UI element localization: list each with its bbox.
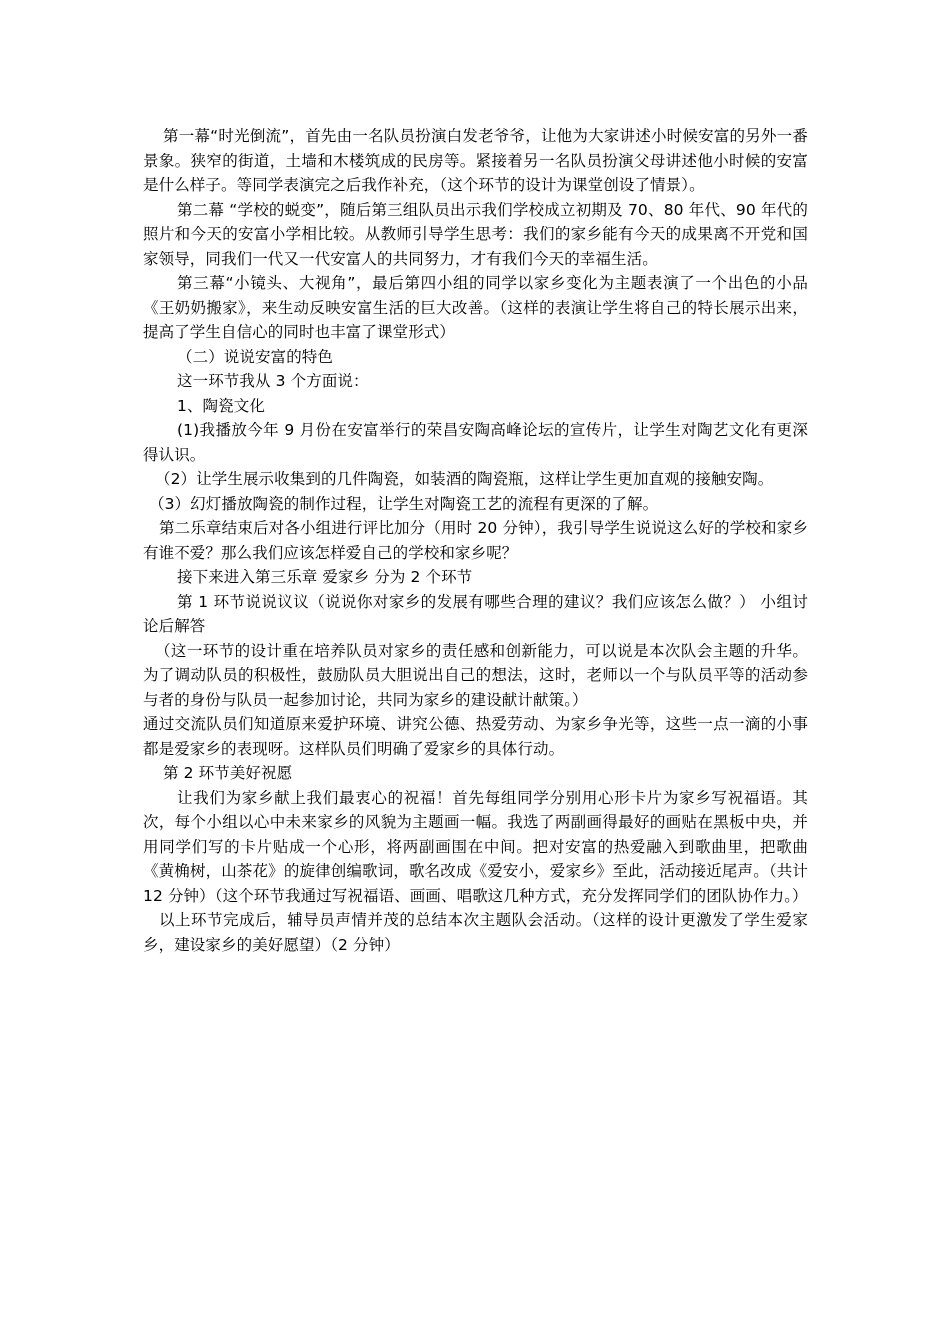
paragraph-second-movement-end: 第二乐章结束后对各小组进行评比加分（用时 20 分钟），我引导学生说说这么好的学校和家乡有谁不爱？那么我们应该怎样爱自己的学校和家乡呢？ <box>143 519 808 562</box>
list-item-1: (1)我播放今年 9 月份在安富举行的荣昌安陶高峰论坛的宣传片，让学生对陶艺文化有更深得认识。 <box>143 421 808 464</box>
paragraph-act-three: 第三幕“小镜头、大视角”，最后第四小组的同学以家乡变化为主题表演了一个出色的小品《王奶奶搬家》，来生动反映安富生活的巨大改善。（这样的表演让学生将自己的特长展示出来，提高了学生自信心的同时也丰富了课堂形式） <box>143 274 808 341</box>
list-item-3: （3）幻灯播放陶瓷的制作过程，让学生对陶瓷工艺的流程有更深的了解。 <box>149 494 659 513</box>
paragraph-act-two: 第二幕 “学校的蜕变”，随后第三组队员出示我们学校成立初期及 70、80 年代、90 年代的照片和今天的安富小学相比较。从教师引导学生思考：我们的家乡能有今天的成果离不开党和国家领导，同我们一代又一代安富人的共同努力，才有我们今天的幸福生活。 <box>143 200 808 268</box>
paragraph-link-one-note: （这一环节的设计重在培养队员对家乡的责任感和创新能力，可以说是本次队会主题的升华。为了调动队员的积极性，鼓励队员大胆说出自己的想法，这时，老师以一个与队员平等的活动参与者的身份与队员一起参加讨论，共同为家乡的建设献计献策。） <box>143 641 808 709</box>
paragraph-link-two: 让我们为家乡献上我们最衷心的祝福！首先每组同学分别用心形卡片为家乡写祝福语。其次，每个小组以心中未来家乡的风貌为主题画一幅。我选了两副画得最好的画贴在黑板中央，并用同学们写的卡片贴成一个心形，将两副画围在中间。把对安富的热爱融入到歌曲里，把歌曲《黄桷树，山茶花》的旋律创编歌词，歌名改成《爱安小，爱家乡》至此，活动接近尾声。（共计 12 分钟）（这个环节我通过写祝福语、画画、唱歌这几种方式，充分发挥同学们的团队协作力。） <box>143 788 808 905</box>
paragraph-three-aspects: 这一环节我从 3 个方面说： <box>177 372 369 390</box>
subheading-link-two: 第 2 环节美好祝愿 <box>163 764 293 782</box>
list-item-2: （2）让学生展示收集到的几件陶瓷，如装酒的陶瓷瓶，这样让学生更加直观的接触安陶。 <box>155 470 774 488</box>
paragraph-act-one: 第一幕“时光倒流”，首先由一名队员扮演白发老爷爷，让他为大家讲述小时候安富的另外一番景象。狭窄的街道，土墙和木楼筑成的民房等。紧接着另一名队员扮演父母讲述他小时候的安富是什么样子。等同学表演完之后我作补充，（这个环节的设计为课堂创设了情景）。 <box>143 127 808 194</box>
paragraph-exchange-result: 通过交流队员们知道原来爱护环境、讲究公德、热爱劳动、为家乡争光等，这些一点一滴的小事都是爱家乡的表现呀。这样队员们明确了爱家乡的具体行动。 <box>143 715 808 758</box>
paragraph-conclusion: 以上环节完成后，辅导员声情并茂的总结本次主题队会活动。（这样的设计更激发了学生爱家乡，建设家乡的美好愿望）（2 分钟） <box>143 911 808 954</box>
paragraph-third-movement-intro: 接下来进入第三乐章 爱家乡 分为 2 个环节 <box>177 568 473 586</box>
section-heading-features: （二）说说安富的特色 <box>177 347 334 366</box>
paragraph-link-one: 第 1 环节说说议议（说说你对家乡的发展有哪些合理的建议？我们应该怎么做？） 小组讨论后解答 <box>143 592 808 635</box>
subheading-ceramic-culture: 1、陶瓷文化 <box>177 396 265 415</box>
document-body <box>143 124 808 957</box>
